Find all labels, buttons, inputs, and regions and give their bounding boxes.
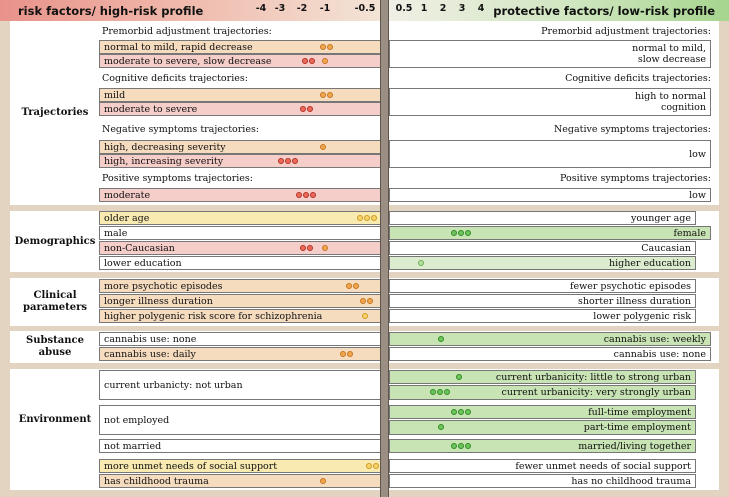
dot-icon (310, 192, 316, 198)
category-label: Clinical parameters (22, 290, 88, 313)
subheading-positive-right: Positive symptoms trajectories: (559, 173, 711, 184)
dot-icon (465, 230, 471, 236)
axis-label: -3 (274, 3, 286, 14)
dot-icon (309, 58, 315, 64)
dot-icon (458, 409, 464, 415)
effect-dots (340, 351, 353, 357)
dot-icon (292, 158, 298, 164)
dot-icon (451, 230, 457, 236)
factor-row-risk (99, 347, 381, 361)
dot-icon (364, 215, 370, 221)
dot-icon (360, 298, 366, 304)
category-label: Substance abuse (26, 335, 84, 358)
factor-label: low (689, 189, 706, 201)
dot-icon (296, 192, 302, 198)
factor-label: older age (104, 212, 150, 224)
dot-icon (327, 44, 333, 50)
factor-label: low (689, 148, 706, 160)
factor-label: high, increasing severity (104, 155, 224, 167)
factor-row-risk (99, 154, 381, 168)
dot-icon (371, 215, 377, 221)
factor-label: cannabis use: none (104, 333, 197, 345)
factor-label: not married (104, 440, 162, 452)
factor-row-risk (99, 40, 381, 54)
factor-row-risk (99, 294, 381, 308)
factor-label: high, decreasing severity (104, 141, 226, 153)
dot-icon (465, 409, 471, 415)
factor-row-protective (389, 420, 696, 435)
dot-icon (320, 478, 326, 484)
factor-row-risk (99, 140, 381, 154)
category-label: Environment (18, 414, 92, 425)
effect-dots (438, 424, 444, 430)
zero-axis-divider (380, 0, 389, 497)
factor-row-protective (389, 405, 696, 419)
subheading-cognitive-left: Cognitive deficits trajectories: (102, 73, 248, 84)
factor-label: has childhood trauma (104, 475, 209, 487)
dot-icon (346, 283, 352, 289)
axis-label: 4 (477, 3, 485, 14)
dot-icon (373, 463, 379, 469)
dot-icon (438, 336, 444, 342)
axis-label: -0.5 (354, 3, 376, 14)
effect-dots (362, 313, 368, 319)
factor-label: non-Caucasian (104, 242, 175, 254)
factor-row-protective (389, 188, 711, 202)
dot-icon (437, 389, 443, 395)
dot-icon (320, 44, 326, 50)
axis-label: 3 (458, 3, 466, 14)
factor-label: lower polygenic risk (593, 310, 691, 322)
factor-row-risk (99, 88, 381, 102)
factor-row-protective (389, 279, 696, 293)
factor-label: higher education (608, 257, 691, 269)
factor-row-protective (389, 309, 696, 323)
section-substance (10, 331, 719, 363)
section-clinical (10, 278, 719, 326)
effect-dots (296, 192, 316, 198)
factor-row-risk (99, 459, 381, 473)
factor-label: part-time employment (583, 422, 691, 433)
dot-icon (418, 260, 424, 266)
subheading-cognitive-right: Cognitive deficits trajectories: (565, 73, 711, 84)
effect-dots (357, 215, 377, 221)
effect-dots (360, 298, 373, 304)
factor-row-protective (389, 241, 696, 255)
dot-icon (451, 443, 457, 449)
axis-label: -2 (296, 3, 308, 14)
subheading-negative-left: Negative symptoms trajectories: (102, 124, 260, 135)
factor-label: normal to mild, slow decrease (632, 43, 706, 65)
dot-icon (444, 389, 450, 395)
factor-label: cannabis use: none (613, 348, 706, 360)
subheading-premorbid-right: Premorbid adjustment trajectories: (541, 26, 711, 37)
factor-label: full-time employment (588, 406, 691, 418)
factor-label: higher polygenic risk score for schizophrenia (104, 310, 323, 322)
factor-label: current urbanicty: not urban (104, 379, 243, 391)
effect-dots (300, 245, 313, 251)
factor-label: normal to mild, rapid decrease (104, 41, 253, 53)
factor-label: younger age (631, 212, 691, 224)
dot-icon (322, 245, 328, 251)
protective-header-title: protective factors/ low-risk profile (493, 3, 715, 18)
effect-dots (278, 158, 298, 164)
factor-row-protective (389, 370, 696, 384)
dot-icon (300, 106, 306, 112)
factor-label: fewer unmet needs of social support (515, 460, 691, 472)
dot-icon (340, 351, 346, 357)
factor-label: high to normal cognition (634, 91, 706, 113)
effect-dots (438, 336, 444, 342)
factor-row-risk (99, 226, 381, 240)
factor-row-protective (389, 439, 696, 453)
effect-dots (346, 283, 359, 289)
effect-dots (320, 478, 326, 484)
dot-icon (322, 58, 328, 64)
effect-dots (320, 92, 333, 98)
dot-icon (367, 298, 373, 304)
effect-dots (320, 44, 333, 50)
axis-label: -4 (255, 3, 267, 14)
factor-label: moderate to severe, slow decrease (104, 55, 272, 67)
factor-label: male (104, 227, 128, 239)
dot-icon (465, 443, 471, 449)
factor-row-risk (99, 256, 381, 270)
dot-icon (278, 158, 284, 164)
effect-dots (322, 245, 328, 251)
factor-row-risk (99, 279, 381, 293)
factor-label: Caucasian (641, 242, 691, 254)
factor-row-risk (99, 188, 381, 202)
dot-icon (366, 463, 372, 469)
factor-row-protective (389, 211, 696, 225)
factor-label: has no childhood trauma (571, 475, 691, 487)
section-demographics (10, 211, 719, 272)
factor-row-protective (389, 40, 711, 68)
effect-dots (302, 58, 315, 64)
category-label: Trajectories (21, 107, 89, 118)
dot-icon (300, 245, 306, 251)
effect-dots (456, 374, 462, 380)
factor-label: more psychotic episodes (104, 280, 223, 292)
factor-row-protective (389, 140, 711, 168)
dot-icon (430, 389, 436, 395)
axis-label: 2 (439, 3, 447, 14)
section-trajectories (10, 21, 719, 205)
factor-row-risk (99, 474, 381, 488)
dot-icon (303, 192, 309, 198)
factor-label: shorter illness duration (578, 295, 691, 307)
subheading-negative-right: Negative symptoms trajectories: (553, 124, 711, 135)
effect-dots (451, 230, 471, 236)
factor-label: current urbanicity: very strongly urban (501, 387, 691, 398)
factor-label: cannabis use: weekly (603, 333, 706, 345)
factor-row-risk (99, 405, 381, 435)
dot-icon (285, 158, 291, 164)
factor-row-risk (99, 102, 381, 116)
dot-icon (307, 106, 313, 112)
factor-row-protective (389, 256, 696, 270)
factor-label: moderate to severe (104, 103, 198, 115)
subheading-positive-left: Positive symptoms trajectories: (102, 173, 254, 184)
factor-label: not employed (104, 414, 170, 426)
factor-label: moderate (104, 189, 151, 201)
factor-label: married/living together (578, 440, 691, 452)
axis-label: 0.5 (395, 3, 413, 14)
factor-row-risk (99, 211, 381, 225)
effect-dots (451, 443, 471, 449)
factor-label: mild (104, 89, 126, 101)
dot-icon (307, 245, 313, 251)
effect-dots (300, 106, 313, 112)
effect-dots (451, 409, 471, 415)
subheading-premorbid-left: Premorbid adjustment trajectories: (102, 26, 272, 37)
factor-row-protective (389, 474, 696, 488)
dot-icon (347, 351, 353, 357)
risk-header-title: risk factors/ high-risk profile (18, 3, 204, 18)
factor-row-protective (389, 294, 696, 308)
factor-row-risk (99, 439, 381, 453)
factor-row-protective (389, 347, 711, 361)
dot-icon (320, 92, 326, 98)
dot-icon (458, 443, 464, 449)
dot-icon (327, 92, 333, 98)
factor-row-protective (389, 226, 711, 240)
factor-row-protective (389, 459, 696, 473)
dot-icon (320, 144, 326, 150)
category-label: Demographics (14, 235, 96, 247)
factor-row-risk (99, 309, 381, 323)
dot-icon (451, 409, 457, 415)
factor-label: female (673, 227, 706, 239)
section-environment (10, 369, 719, 490)
dot-icon (438, 424, 444, 430)
factor-label: current urbanicity: little to strong urban (495, 371, 691, 383)
dot-icon (458, 230, 464, 236)
factor-label: more unmet needs of social support (104, 460, 278, 472)
factor-row-risk (99, 370, 381, 400)
factor-row-protective (389, 88, 711, 116)
dot-icon (353, 283, 359, 289)
axis-label: -1 (319, 3, 331, 14)
dot-icon (362, 313, 368, 319)
factor-label: fewer psychotic episodes (569, 280, 691, 292)
effect-dots (430, 389, 450, 395)
effect-dots (320, 144, 326, 150)
dot-icon (357, 215, 363, 221)
effect-dots (322, 58, 328, 64)
factor-row-risk (99, 54, 381, 68)
dot-icon (456, 374, 462, 380)
factor-label: cannabis use: daily (104, 348, 196, 360)
effect-dots (418, 260, 424, 266)
axis-label: 1 (420, 3, 428, 14)
factor-label: lower education (104, 257, 182, 269)
factor-row-risk (99, 241, 381, 255)
factor-row-risk (99, 332, 381, 346)
dot-icon (302, 58, 308, 64)
factor-label: longer illness duration (104, 295, 213, 307)
